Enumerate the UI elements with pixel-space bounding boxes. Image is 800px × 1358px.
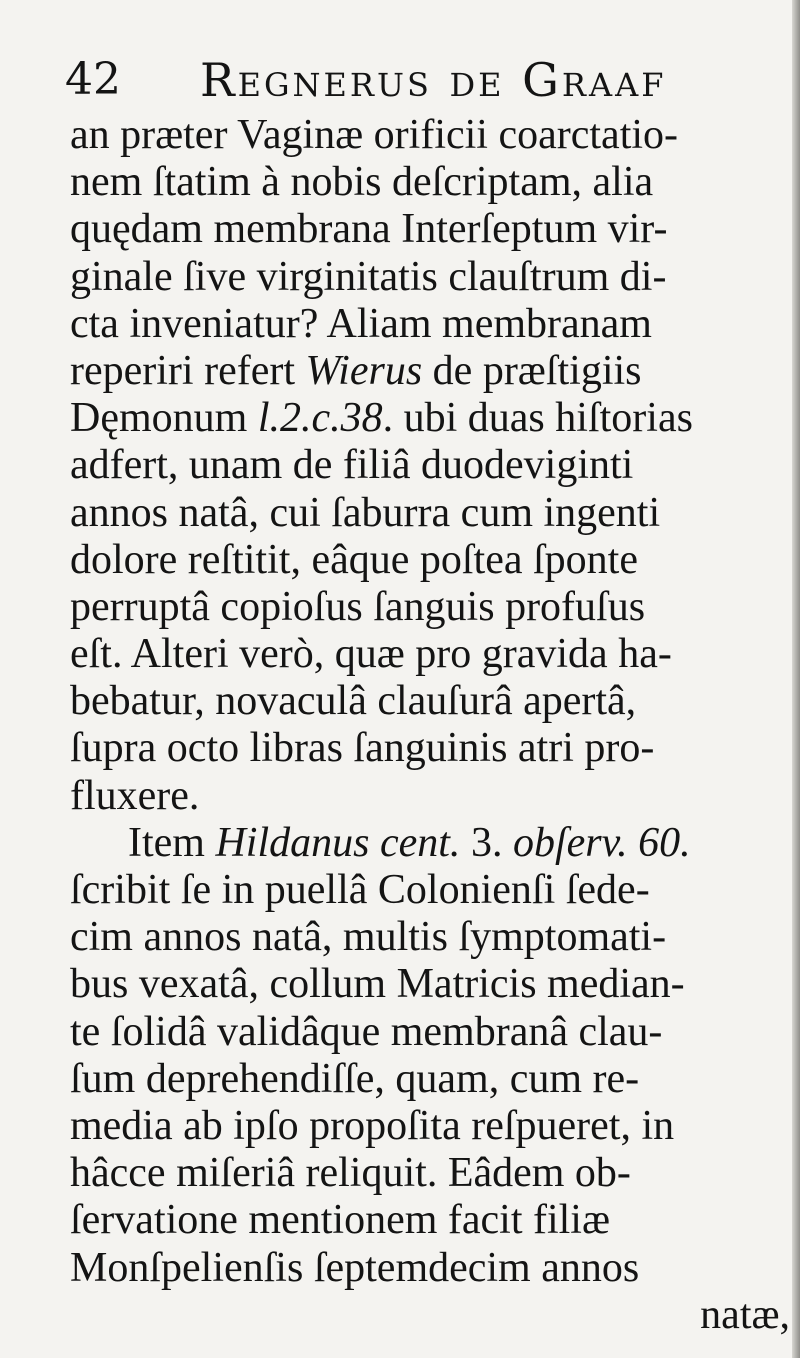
text-line: perruptâ copioſus ſanguis profuſus: [70, 583, 646, 630]
author-citation: Wierus: [305, 347, 423, 394]
text-line: cim annos natâ, multis ſymptomati-: [70, 914, 667, 961]
book-reference: l.2.c.38: [257, 395, 383, 442]
text-line: ſervatione mentionem facit filiæ: [70, 1197, 610, 1244]
running-head: [50, 40, 750, 110]
text-line: nem ſtatim à nobis deſcriptam, alia: [70, 159, 654, 206]
text-line: Dęmonum l.2.c.38. ubi duas hiſtorias: [70, 395, 693, 442]
text-line: adfert, unam de filiâ duodeviginti: [70, 442, 634, 489]
text-line: quędam membrana Interſeptum vir-: [70, 206, 668, 253]
text-line: ſupra octo libras ſanguinis atri pro-: [70, 725, 655, 772]
text-line: fluxere.: [70, 772, 200, 819]
body-text: [70, 112, 790, 1339]
text-line: cta inveniatur? Aliam membranam: [70, 300, 652, 347]
text-line: media ab ipſo propoſita reſpueret, in: [70, 1102, 675, 1149]
text-line: bus vexatâ, collum Matricis median-: [70, 961, 685, 1008]
text-line: eſt. Alteri verò, quæ pro gravida ha-: [70, 631, 672, 678]
text-line: ginale ſive virginitatis clauſtrum di-: [70, 253, 667, 300]
author-citation: Hildanus cent.: [215, 819, 461, 866]
text-line: dolore reſtitit, eâque poſtea ſponte: [70, 536, 638, 583]
text-line: hâcce miſeriâ reliquit. Eâdem ob-: [70, 1150, 631, 1197]
text-line: Monſpelienſis ſeptemdecim annos: [70, 1244, 640, 1291]
text-line: bebatur, novaculâ clauſurâ apertâ,: [70, 678, 637, 725]
running-title: Regnerus de Graaf: [200, 53, 667, 107]
text-line: ſcribit ſe in puellâ Colonienſi ſede-: [70, 867, 650, 913]
text-line: reperiri refert Wierus de præſtigiis: [70, 347, 642, 394]
text-line: Item Hildanus cent. 3. obſerv. 60.: [128, 819, 691, 866]
text-line: annos natâ, cui ſaburra cum ingenti: [70, 489, 661, 536]
page-number: 42: [65, 54, 121, 105]
book-reference: obſerv. 60.: [512, 819, 691, 866]
text-line: ſum deprehendiſſe, quam, cum re-: [70, 1055, 640, 1102]
text-line: te ſolidâ validâque membranâ clau-: [70, 1008, 663, 1055]
page-edge: [792, 0, 800, 1358]
text-line: an præter Vaginæ orificii coarctatio-: [70, 112, 679, 158]
catchword: natæ,: [700, 1291, 790, 1338]
